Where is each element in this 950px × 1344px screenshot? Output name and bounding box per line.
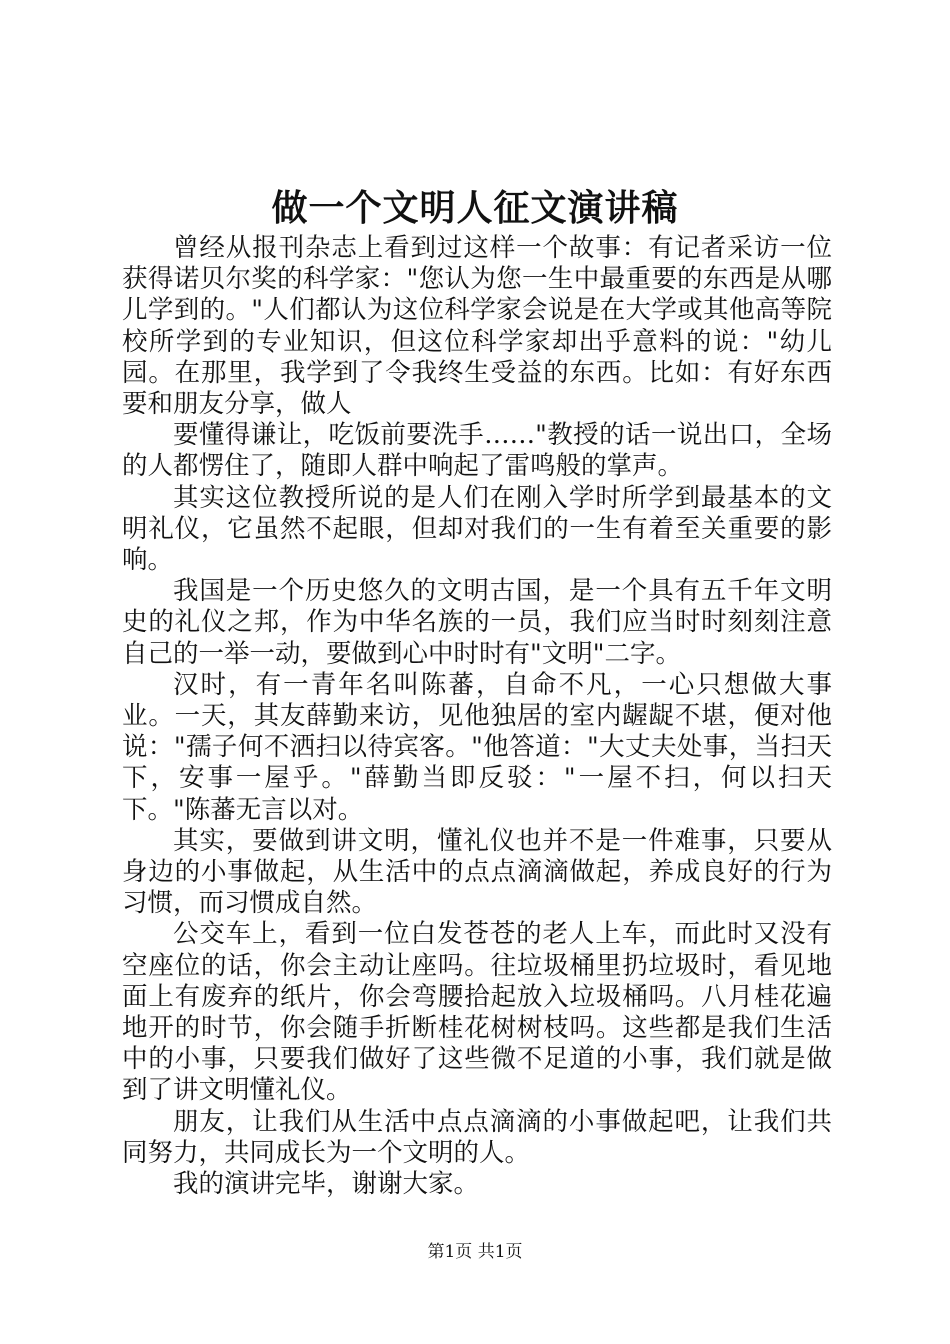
paragraph: 要懂得谦让，吃饭前要洗手……"教授的话一说出口，全场的人都愣住了，随即人群中响起了雷鸣般的掌声。 bbox=[122, 420, 832, 482]
paragraph: 我的演讲完毕，谢谢大家。 bbox=[173, 1169, 480, 1200]
document-title: 做一个文明人征文演讲稿 bbox=[271, 187, 679, 229]
paragraph: 朋友，让我们从生活中点点滴滴的小事做起吧，让我们共同努力，共同成长为一个文明的人。 bbox=[122, 1106, 832, 1168]
paragraph: 其实，要做到讲文明，懂礼仪也并不是一件难事，只要从身边的小事做起，从生活中的点点滴滴做起，养成良好的行为习惯，而习惯成自然。 bbox=[122, 825, 832, 919]
paragraph: 其实这位教授所说的是人们在刚入学时所学到最基本的文明礼仪，它虽然不起眼，但却对我们的一生有着至关重要的影响。 bbox=[122, 482, 832, 576]
paragraph: 曾经从报刊杂志上看到过这样一个故事：有记者采访一位获得诺贝尔奖的科学家："您认为您一生中最重要的东西是从哪儿学到的。"人们都认为这位科学家会说是在大学或其他高等院校所学到的专业知识，但这位科学家却出乎意料的说："幼儿园。在那里，我学到了令我终生受益的东西。比如：有好东西要和朋友分享，做人 bbox=[122, 233, 832, 420]
paragraph: 我国是一个历史悠久的文明古国，是一个具有五千年文明史的礼仪之邦，作为中华名族的一员，我们应当时时刻刻注意自己的一举一动，要做到心中时时有"文明"二字。 bbox=[122, 576, 832, 669]
paragraph: 公交车上，看到一位白发苍苍的老人上车，而此时又没有空座位的话，你会主动让座吗。往垃圾桶里扔垃圾时，看见地面上有废弃的纸片，你会弯腰拾起放入垃圾桶吗。八月桂花遍地开的时节，你会随手折断桂花树树枝吗。这些都是我们生活中的小事，只要我们做好了这些微不足道的小事，我们就是做到了讲文明懂礼仪。 bbox=[122, 919, 832, 1106]
document-body bbox=[122, 233, 832, 1200]
page-footer: 第1页 共1页 bbox=[427, 1242, 523, 1262]
paragraph: 汉时，有一青年名叫陈蕃，自命不凡，一心只想做大事业。一天，其友薛勤来访，见他独居的室内龌龊不堪，便对他说："孺子何不洒扫以待宾客。"他答道："大丈夫处事，当扫天下，安事一屋乎。"薛勤当即反驳："一屋不扫，何以扫天下。"陈蕃无言以对。 bbox=[122, 669, 832, 825]
